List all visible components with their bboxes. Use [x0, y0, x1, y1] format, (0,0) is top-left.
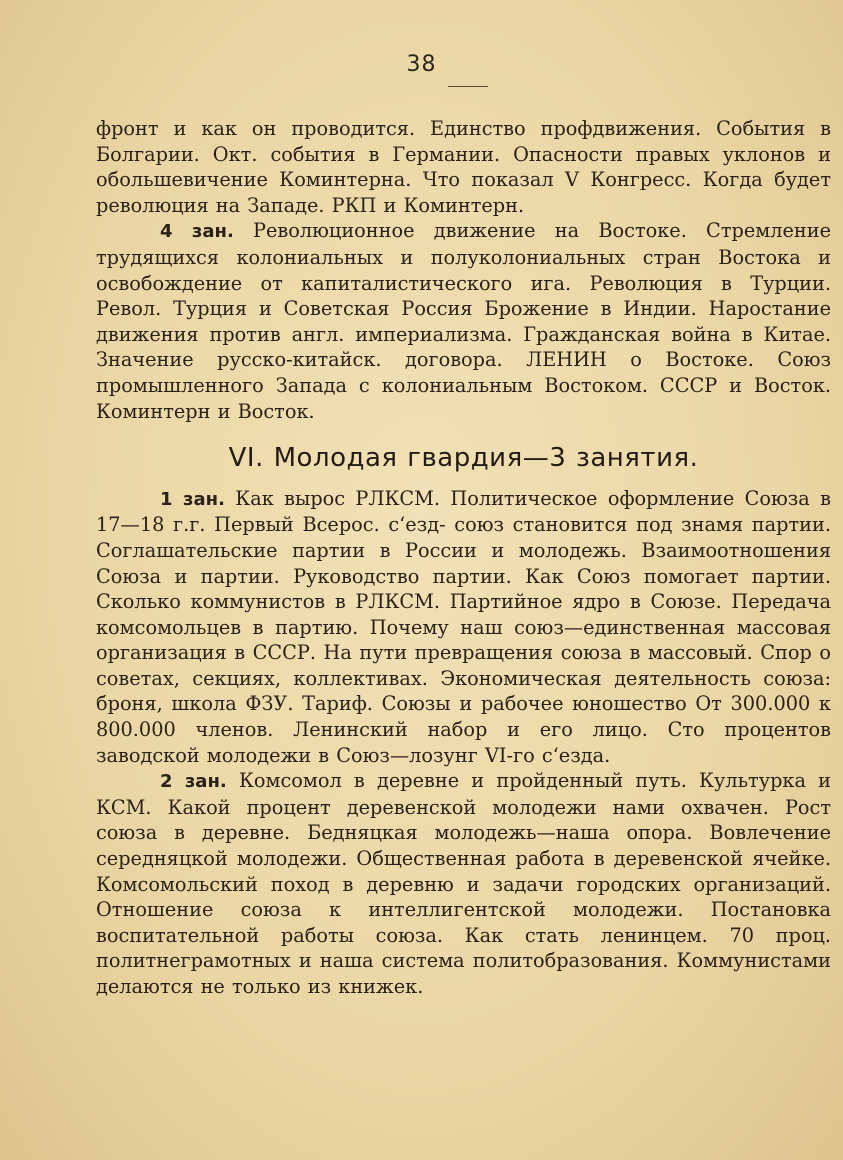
section5-continuation-paragraph: фронт и как он проводится. Единство профдвижения. События в Болгарии. Окт. события в Германии. Опасности правых уклонов и обольшевичение Коминтерна. Что показал V Конгресс. Когда будет революция на Западе. РКП и Коминтерн. [96, 117, 831, 217]
lesson1-label: 1 зан. [160, 488, 225, 510]
lesson2-label: 2 зан. [160, 771, 227, 793]
section6-heading: VI. Молодая гвардия—3 занятия. [228, 443, 699, 474]
page-number: 38 [406, 52, 437, 77]
lesson4-label: 4 зан. [160, 221, 234, 243]
lesson1-text: Как вырос РЛКСМ. Политическое оформление Союза в 17—18 г.г. Первый Всерос. с‘езд- союз становится под знамя партии. Соглашательские партии в России и молодежь. Взаимоотношения Союза и партии. Руководство партии. Как Союз помогает партии. Сколько коммунистов в РЛКСМ. Партийное ядро в Союзе. Передача комсомольцев в партию. Почему наш союз—единственная массовая организация в СССР. На пути превращения союза в массовый. Спор о советах, секциях, коллективах. Экономическая деятельность союза: броня, школа ФЗУ. Тариф. Союзы и рабочее юношество От 300.000 к 800.000 членов. Ленинский набор и его лицо. Сто процентов заводской молодежи в Союз—лозунг VI-го с‘езда. [96, 486, 831, 767]
section6-lesson2-paragraph [96, 768, 831, 999]
section6-lesson1-paragraph [96, 486, 831, 769]
page-number-rule [448, 86, 488, 87]
lesson2-text: Комсомол в деревне и пройденный путь. Культурка и КСМ. Какой процент деревенской молодежи нами охвачен. Рост союза в деревне. Бедняцкая молодежь—наша опора. Вовлечение середняцкой молодежи. Общественная работа в деревенской ячейке. Комсомольский поход в деревню и задачи городских организаций. Отношение союза к интеллигентской молодежи. Постановка воспитательной работы союза. Как стать ленинцем. 70 проц. политнеграмотных и наша система политобразования. Коммунистами делаются не только из книжек. [96, 769, 832, 998]
section5-lesson4-paragraph [96, 218, 831, 424]
page-body [96, 116, 831, 1000]
lesson4-text: Революционное движение на Востоке. Стремление трудящихся колониальных и полуколониальных стран Востока и освобождение от капиталистического ига. Революция в Турции. Револ. Турция и Советская Россия Брожение в Индии. Наростание движения против англ. империализма. Гражданская война в Китае. Значение русско-китайск. договора. ЛЕНИН о Востоке. Союз промышленного Запада с колониальным Востоком. СССР и Восток. Коминтерн и Восток. [96, 219, 832, 423]
